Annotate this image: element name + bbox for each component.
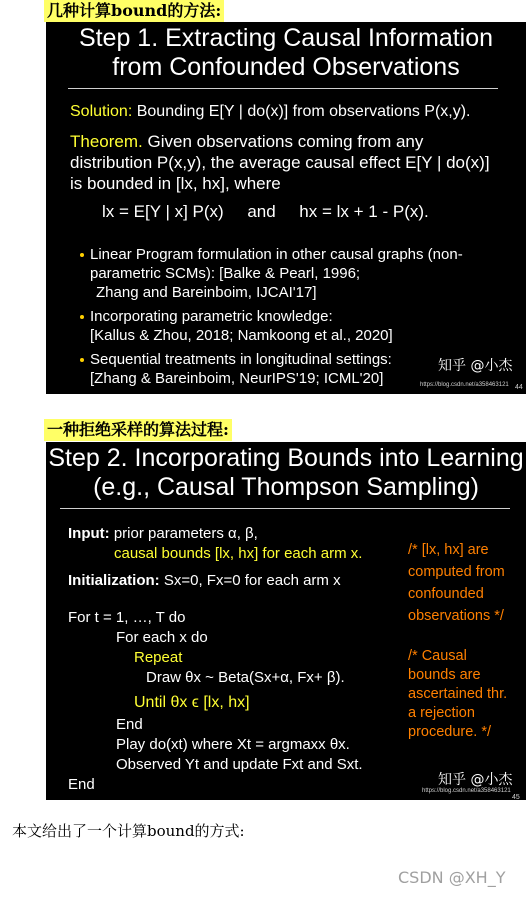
bullet1-line1: Linear Program formulation in other causal graphs (non- — [90, 246, 463, 263]
source-url: https://blog.csdn.net/a358463121 — [420, 382, 509, 388]
algo-play: Play do(xt) where Xt = argmaxx θx. — [116, 736, 350, 753]
bullet1-line3: Zhang and Bareinboim, IJCAI'17] — [96, 284, 317, 301]
algo-end: End — [68, 776, 95, 793]
algo-for-each: For each x do — [116, 629, 208, 646]
slide2-title-line1: Step 2. Incorporating Bounds into Learning — [48, 444, 524, 472]
input-bounds-line: causal bounds [lx, hx] for each arm x. — [114, 545, 363, 562]
algo-draw: Draw θx ~ Beta(Sx+α, Fx+ β). — [146, 669, 345, 686]
slide1-title-line1: Step 1. Extracting Causal Information — [78, 24, 494, 52]
theorem-text1: Given observations coming from any — [147, 132, 424, 151]
theorem-label: Theorem. — [70, 132, 143, 151]
bullet-dot — [80, 358, 84, 362]
theorem-line2: distribution P(x,y), the average causal effect E[Y | do(x)] — [70, 153, 490, 172]
init-label: Initialization: — [68, 572, 160, 589]
bullet-dot — [80, 253, 84, 257]
solution-line — [70, 102, 471, 121]
bound-formula: lx = E[Y | x] P(x) and hx = lx + 1 - P(x). — [102, 202, 429, 221]
page-number: 44 — [515, 384, 523, 391]
theorem-line1 — [70, 132, 423, 152]
section2-label: 一种拒绝采样的算法过程: — [44, 419, 232, 441]
slide2-title-line2: (e.g., Causal Thompson Sampling) — [93, 473, 479, 501]
algo-observe: Observed Yt and update Fxt and Sxt. — [116, 756, 363, 773]
page-number: 45 — [512, 794, 520, 800]
comment2-line4: a rejection — [408, 705, 475, 721]
slide2-title-rule — [60, 508, 510, 509]
comment2-line2: bounds are — [408, 667, 481, 683]
bullet3-line1: Sequential treatments in longitudinal settings: — [90, 351, 392, 368]
init-line — [68, 571, 341, 590]
section1-label: 几种计算bound的方法: — [44, 0, 224, 22]
algo-for-loop: For t = 1, …, T do — [68, 609, 186, 626]
comment1-line1: /* [lx, hx] are — [408, 542, 489, 558]
input-text: prior parameters α, β, — [113, 525, 258, 542]
input-line — [68, 524, 258, 543]
comment1-line3: confounded — [408, 586, 484, 602]
bullet-dot — [80, 315, 84, 319]
comment1-line2: computed from — [408, 564, 505, 580]
comment2-line3: ascertained thr. — [408, 686, 508, 702]
solution-text: Bounding E[Y | do(x)] from observations P(x,y). — [136, 103, 471, 120]
bullet1-line2: parametric SCMs): [Balke & Pearl, 1996; — [90, 265, 361, 282]
algo-until: Until θx ϵ [lx, hx] — [134, 694, 250, 711]
bullet2-line1: Incorporating parametric knowledge: — [90, 308, 333, 325]
slide1-title-rule — [68, 88, 498, 89]
bullet3-line2: [Zhang & Bareinboim, NeurIPS'19; ICML'20] — [90, 370, 384, 387]
comment2-line1: /* Causal — [408, 648, 467, 664]
bullet2-line2: [Kallus & Zhou, 2018; Namkoong et al., 2020] — [90, 327, 393, 344]
csdn-watermark: CSDN @XH_Y — [398, 868, 506, 887]
solution-label: Solution: — [70, 103, 133, 120]
input-label: Input: — [68, 525, 110, 542]
init-text: Sx=0, Fx=0 for each arm x — [163, 572, 341, 589]
slide-step1 — [46, 22, 526, 394]
slide1-title-line2: from Confounded Observations — [112, 53, 460, 81]
comment1-line4: observations */ — [408, 608, 504, 624]
source-url: https://blog.csdn.net/a358463121 — [422, 788, 511, 794]
slide-step2 — [46, 442, 526, 800]
theorem-line3: is bounded in [lx, hx], where — [70, 174, 281, 193]
comment2-line5: procedure. */ — [408, 724, 492, 740]
algo-repeat: Repeat — [134, 649, 183, 666]
zhihu-watermark: 知乎 @小杰 — [438, 772, 513, 788]
body-text: 本文给出了一个计算bound的方式: — [12, 822, 245, 840]
algo-end-inner: End — [116, 716, 143, 733]
zhihu-watermark: 知乎 @小杰 — [438, 358, 513, 374]
